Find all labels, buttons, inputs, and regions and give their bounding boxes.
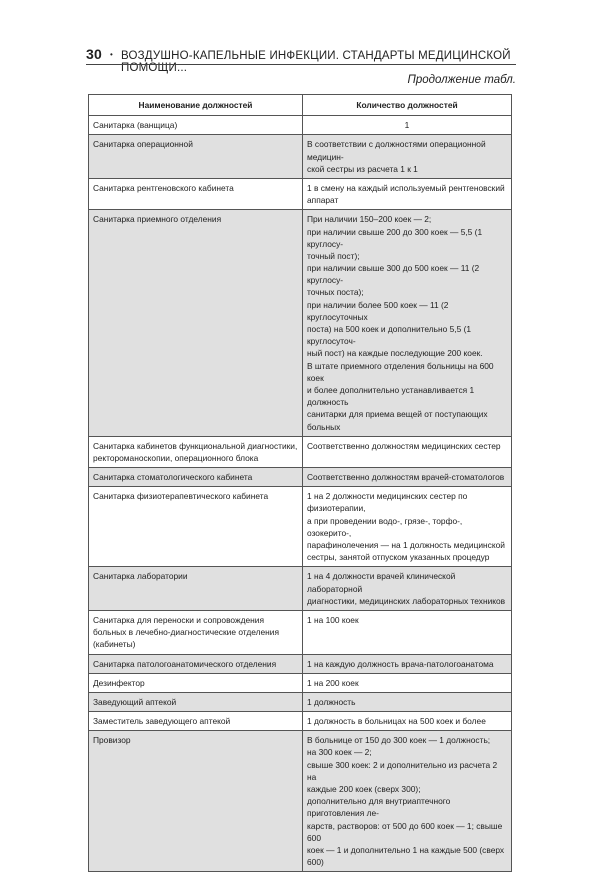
position-name-cell: Санитарка стоматологического кабинета <box>89 468 303 487</box>
table-row <box>89 436 512 467</box>
table-row <box>89 567 512 611</box>
table-row <box>89 135 512 179</box>
table-row <box>89 468 512 487</box>
table-row <box>89 487 512 567</box>
table-row <box>89 692 512 711</box>
count-text-line: сестры, занятой отпуском указанных процедур <box>307 552 490 563</box>
position-name-cell: Заведующий аптекой <box>89 692 303 711</box>
position-name-cell: Санитарка для переноски и сопровождения больных в лечебно-диагностические отделения (кабинеты) <box>89 610 303 654</box>
position-name-cell: Дезинфектор <box>89 673 303 692</box>
count-text-line: В соответствии с должностями операционной медицин- <box>307 139 486 162</box>
position-count-cell <box>303 673 512 692</box>
count-text-line: при наличии свыше 300 до 500 коек — 11 (2 круглосу- <box>307 263 480 286</box>
position-name-cell: Санитарка патологоанатомического отделения <box>89 654 303 673</box>
position-count-cell <box>303 436 512 467</box>
position-count-cell <box>303 654 512 673</box>
count-text-line: В штате приемного отделения больницы на 600 коек <box>307 360 494 383</box>
position-count-cell <box>303 692 512 711</box>
staffing-table <box>88 94 512 872</box>
position-count-cell <box>303 487 512 567</box>
count-text-line: свыше 300 коек: 2 и дополнительно из расчета 2 на <box>307 759 498 782</box>
count-text-line: Соответственно должностям медицинских сестер <box>307 440 501 451</box>
count-text-line: при наличии свыше 200 до 300 коек — 5,5 (1 круглосу- <box>307 226 483 249</box>
position-count-cell <box>303 116 512 135</box>
count-text-line: При наличии 150–200 коек — 2; <box>307 214 432 225</box>
count-text-line: санитарки для приема вещей от поступающих больных <box>307 409 488 432</box>
count-text-line: и более дополнительно устанавливается 1 должность <box>307 384 475 408</box>
table-row <box>89 673 512 692</box>
position-name-cell: Заместитель заведующего аптекой <box>89 712 303 731</box>
table-row <box>89 610 512 654</box>
position-count-cell <box>303 178 512 209</box>
count-text-line: коек — 1 и дополнительно 1 на каждые 500 (сверх 600) <box>307 844 505 868</box>
count-text-line: точных поста); <box>307 287 364 298</box>
count-text-line: 1 на 2 должности медицинских сестер по физиотерапии, <box>307 491 468 514</box>
count-text-line: при наличии более 500 коек — 11 (2 круглосуточных <box>307 299 449 322</box>
table-header-row <box>89 95 512 116</box>
table-row <box>89 116 512 135</box>
position-name-cell: Санитарка операционной <box>89 135 303 179</box>
count-text-line: 1 на каждую должность врача-патологоанатома <box>307 658 494 669</box>
count-text-line: точный пост); <box>307 250 360 261</box>
count-text-line: 1 на 4 должности врачей клинической лабораторной <box>307 571 456 594</box>
position-count-cell <box>303 210 512 436</box>
count-text-line: аппарат <box>307 195 339 206</box>
position-name-cell: Санитарка приемного отделения <box>89 210 303 436</box>
table-row <box>89 731 512 872</box>
running-header <box>86 46 516 74</box>
count-text-line: парафинолечения — на 1 должность медицинской <box>307 540 505 550</box>
count-text-line: 1 на 100 коек <box>307 614 359 625</box>
position-name-cell: Провизор <box>89 731 303 872</box>
running-title: ВОЗДУШНО-КАПЕЛЬНЫЕ ИНФЕКЦИИ. СТАНДАРТЫ МЕДИЦИНСКОЙ ПОМОЩИ... <box>121 50 511 74</box>
count-text-line: а при проведении водо-, грязе-, торфо-, озокерито-, <box>307 515 463 538</box>
position-count-cell <box>303 468 512 487</box>
column-header-position: Наименование должностей <box>89 95 303 116</box>
count-text-line: 1 на 200 коек <box>307 677 359 688</box>
position-count-cell <box>303 731 512 872</box>
table-row <box>89 210 512 436</box>
table-row <box>89 654 512 673</box>
count-text-line: ный пост) на каждые последующие 200 коек. <box>307 348 483 359</box>
count-text-line: поста) на 500 коек и дополнительно 5,5 (1 круглосуточ- <box>307 324 472 347</box>
count-text-line: Соответственно должностям врачей-стоматологов <box>307 472 505 483</box>
position-count-cell <box>303 712 512 731</box>
position-name-cell: Санитарка физиотерапевтического кабинета <box>89 487 303 567</box>
position-count-cell <box>303 610 512 654</box>
count-text-line: В больнице от 150 до 300 коек — 1 должность; <box>307 735 491 746</box>
table-row <box>89 712 512 731</box>
count-text-line: диагностики, медицинских лабораторных техников <box>307 595 506 606</box>
position-name-cell: Санитарка кабинетов функциональной диагностики, ректороманоскопии, операционного блока <box>89 436 303 467</box>
header-divider <box>86 64 516 65</box>
count-text-line: на 300 коек — 2; <box>307 747 372 758</box>
count-text-line: 1 должность <box>307 696 356 707</box>
count-text-line: дополнительно для внутриаптечного приготовления ле- <box>307 796 451 819</box>
position-name-cell: Санитарка (ванщица) <box>89 116 303 135</box>
position-count-cell <box>303 135 512 179</box>
count-text-line: карств, растворов: от 500 до 600 коек — 1; свыше 600 <box>307 820 503 843</box>
count-text-line: ской сестры из расчета 1 к 1 <box>307 163 418 174</box>
count-text-line: каждые 200 коек (сверх 300); <box>307 784 421 794</box>
position-name-cell: Санитарка лаборатории <box>89 567 303 611</box>
count-text-line: 1 должность в больницах на 500 коек и более <box>307 716 486 727</box>
position-count-cell <box>303 567 512 611</box>
page-number: 30 <box>86 46 102 62</box>
count-text-line: 1 в смену на каждый используемый рентгеновский <box>307 182 505 193</box>
header-bullet: • <box>109 50 113 59</box>
count-text-line: 1 <box>404 120 410 131</box>
table-continuation-label: Продолжение табл. <box>407 74 516 86</box>
column-header-count: Количество должностей <box>303 95 512 116</box>
position-name-cell: Санитарка рентгеновского кабинета <box>89 178 303 209</box>
table-row <box>89 178 512 209</box>
